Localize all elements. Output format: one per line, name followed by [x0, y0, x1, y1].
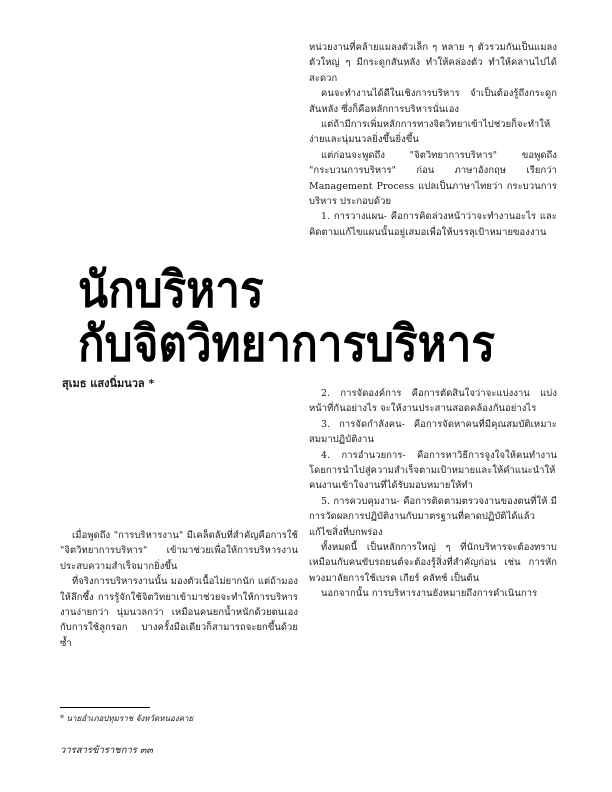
- footnote-divider: [60, 707, 150, 708]
- left-column: [60, 528, 298, 651]
- paragraph: หน่วยงานที่คล้ายแมลงตัวเล็ก ๆ หลาย ๆ ตัวรวมกันเป็นแมลงตัวใหญ่ ๆ มีกระดูกสันหลัง ทำให้คล่องตัว ทำให้คลานไปได้สะดวก: [309, 42, 557, 84]
- paragraph: 2. การจัดองค์การ คือการตัดสินใจว่าจะแบ่งงาน แบ่งหน้าที่กันอย่างไร จะให้งานประสานสอดคล้องกันอย่างไร: [309, 388, 557, 415]
- paragraph: คนจะทำงานได้ดีในเชิงการบริหาร จำเป็นต้องรู้ถึงกระดูกสันหลัง ซึ่งก็คือหลักการบริหารนั่นเอง: [309, 88, 557, 115]
- paragraph: ที่จริงการบริหารงานนั้น มองตัวเนื้อไม่ยากนัก แต่ถ้ามองให้ลึกซึ้ง การรู้จักใช้จิตวิทยาเข้ามาช่วยจะทำให้การบริหารงานง่ายกว่า นุ่มนวลกว่า เหมือนคนยกน้ำหนักด้วยตนเองกับการใช้ลูกรอก บางครั้งมือเดียวก็สามารถจะยกขึ้นด้วยซ้ำ: [60, 576, 298, 649]
- paragraph: 1. การวางแผน- คือการคิดล่วงหน้าว่าจะทำงานอะไร และคิดตามแก้ไขแผนนั้นอยู่เสมอเพื่อให้บรรลุเป้าหมายของงาน: [309, 211, 557, 238]
- footnote: * นายอำเภอปทุมราช จังหวัดหนองคาย: [60, 714, 194, 723]
- right-column-bottom: [309, 386, 557, 602]
- paragraph: ทั้งหมดนี้ เป็นหลักการใหญ่ ๆ ที่นักบริหารจะต้องทราบเหมือนกับคนขับรถยนต์จะต้องรู้สิ่งที่สำคัญก่อน เช่น การหักพวงมาลัยการใช้เบรค เกียร์ คลัทช์ เป็นต้น: [309, 542, 557, 584]
- paragraph: 3. การจัดกำลังคน- คือการจัดหาคนที่มีคุณสมบัติเหมาะสมมาปฏิบัติงาน: [309, 418, 557, 446]
- paragraph: แต่ก่อนจะพูดถึง "จิตวิทยาการบริหาร" ขอพูดถึง "กระบวนการบริหาร" ก่อน ภาษาอังกฤษ เรียกว่า Management Process แปลเป็นภาษาไทยว่า กระบวนการบริหาร ประกอบด้วย: [309, 149, 557, 208]
- article-title-line-2: กับจิตวิทยาการบริหาร: [78, 315, 496, 373]
- paragraph: เมื่อพูดถึง "การบริหารงาน" มีเคล็ดลับที่สำคัญคือการใช้ "จิตวิทยาการบริหาร" เข้ามาช่วยเพื่อให้การบริหารงานประสบความสำเร็จมากยิ่งขึ้น: [60, 530, 298, 572]
- author-name: สุเมธ แสงนิ่มนวล *: [62, 377, 155, 390]
- paragraph: แต่ถ้ามีการเพิ่มหลักการทางจิตวิทยาเข้าไปช่วยก็จะทำให้ง่ายและนุ่มนวลยิ่งขึ้นยิ่งขึ้น: [309, 119, 551, 146]
- page-footer: วารสารข้าราชการ ๓๓: [60, 745, 153, 756]
- paragraph: นอกจากนั้น การบริหารงานยังหมายถึงการดำเนินการ: [321, 588, 538, 600]
- paragraph: 4. การอำนวยการ- คือการหาวิธีการจูงใจให้คนทำงาน โดยการนำไปสู่ความสำเร็จตามเป้าหมายและให้คำแนะนำให้คนงานเข้าใจงานที่ได้รับมอบหมายให้ทำ: [309, 449, 557, 492]
- right-column-top: [309, 40, 557, 240]
- article-title-line-1: นักบริหาร: [78, 261, 264, 319]
- paragraph: 5. การควบคุมงาน- คือการติดตามตรวจงานของตนที่ให้ มีการวัดผลการปฏิบัติงานกับมาตรฐานที่คาดปฏิบัติได้แล้วแก้ไขสิ่งที่บกพร่อง: [309, 495, 557, 538]
